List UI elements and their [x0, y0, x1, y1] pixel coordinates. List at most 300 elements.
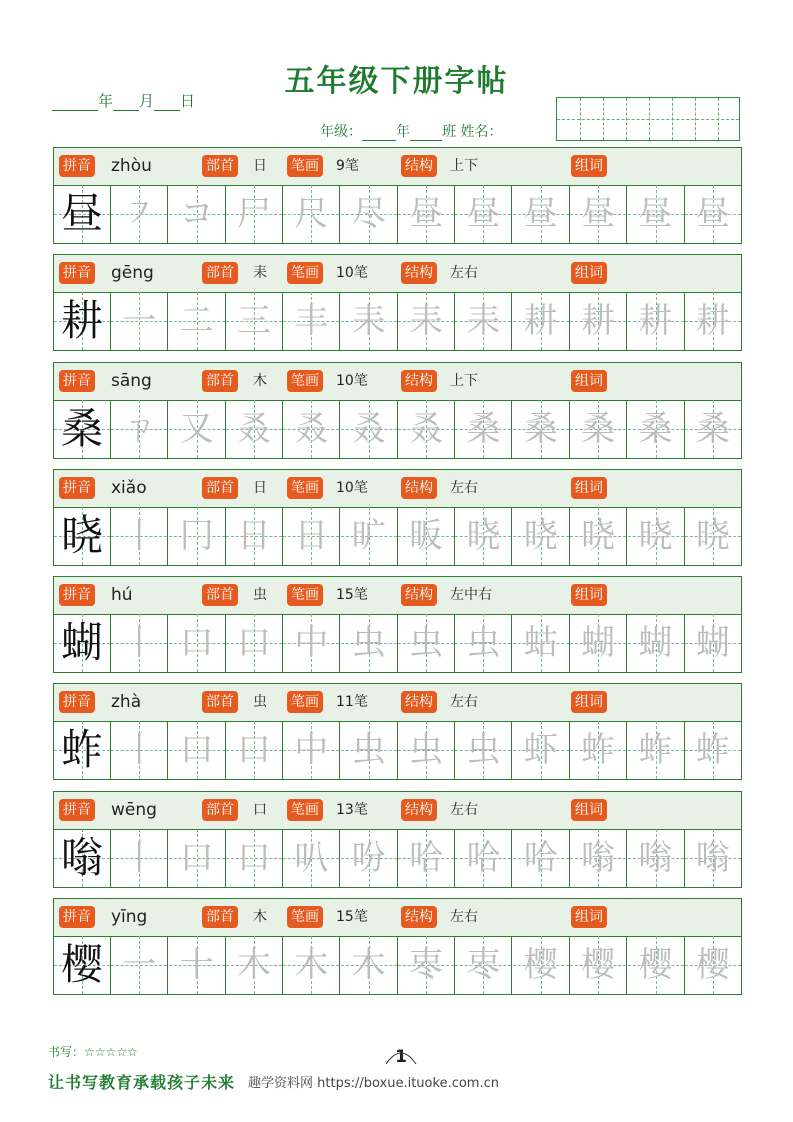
trace-cell[interactable] [685, 614, 741, 672]
radical-value: 虫 [253, 587, 267, 603]
trace-cell[interactable] [398, 292, 455, 350]
grade-year-label: 年 [396, 124, 410, 140]
trace-cell[interactable] [341, 185, 398, 243]
trace-character: 口 [179, 623, 214, 663]
trace-cell[interactable] [628, 507, 685, 565]
trace-character: 晓 [581, 516, 616, 556]
trace-character: 日 [294, 516, 329, 556]
trace-character: 耕 [638, 301, 673, 341]
trace-cell[interactable] [628, 185, 685, 243]
trace-cell[interactable] [513, 507, 570, 565]
trace-cell[interactable] [398, 185, 455, 243]
trace-cell[interactable] [341, 721, 398, 779]
trace-cell[interactable] [398, 721, 455, 779]
trace-character: 耕 [581, 301, 616, 341]
model-character-cell [54, 936, 111, 994]
trace-character: 虫 [409, 623, 444, 663]
character-card [53, 254, 742, 351]
character-card [53, 362, 742, 459]
character-card [53, 791, 742, 888]
name-label: 姓名： [460, 124, 503, 140]
trace-cell[interactable] [398, 936, 455, 994]
trace-character: 昼 [466, 194, 501, 234]
trace-character: 尺 [294, 194, 329, 234]
model-character-cell [54, 829, 111, 887]
model-character: 蝴 [60, 618, 103, 667]
trace-cell[interactable] [226, 400, 283, 458]
trace-character: 嗡 [695, 838, 730, 878]
pinyin-tag: 拼音 [59, 691, 95, 713]
trace-character: 蚱 [638, 730, 673, 770]
structure-value: 左右 [450, 909, 478, 925]
trace-character: 虫 [351, 623, 386, 663]
trace-character: 樱 [581, 945, 616, 985]
trace-cell[interactable] [628, 400, 685, 458]
writing-grid [54, 936, 741, 994]
trace-cell[interactable] [111, 721, 168, 779]
trace-cell[interactable] [685, 936, 741, 994]
trace-character: 嗡 [638, 838, 673, 878]
date-line [52, 90, 195, 111]
structure-tag: 结构 [401, 262, 437, 284]
trace-character: 蝴 [581, 623, 616, 663]
trace-cell[interactable] [283, 507, 340, 565]
trace-cell[interactable] [570, 829, 627, 887]
pinyin-tag: 拼音 [59, 906, 95, 928]
model-character-cell [54, 507, 111, 565]
trace-character: 日 [237, 516, 272, 556]
trace-cell[interactable] [570, 185, 627, 243]
trace-character: 木 [351, 945, 386, 985]
strokes-value: 10笔 [336, 265, 368, 281]
trace-character: 蚱 [581, 730, 616, 770]
trace-character: 冂 [179, 516, 214, 556]
trace-character: 又 [179, 409, 214, 449]
radical-tag: 部首 [202, 155, 238, 177]
trace-character: 叭 [294, 838, 329, 878]
trace-character: 蝴 [638, 623, 673, 663]
card-header [54, 577, 741, 615]
pinyin-value: zhà [111, 692, 142, 712]
radical-tag: 部首 [202, 262, 238, 284]
trace-character: 口 [237, 838, 272, 878]
writing-rating: 书写：☆☆☆☆☆ [48, 1045, 138, 1059]
trace-cell[interactable] [628, 936, 685, 994]
trace-cell[interactable] [455, 614, 512, 672]
structure-tag: 结构 [401, 477, 437, 499]
words-tag: 组词 [571, 370, 607, 392]
trace-cell[interactable] [169, 721, 226, 779]
trace-cell[interactable] [226, 829, 283, 887]
trace-character: 旷 [351, 516, 386, 556]
trace-cell[interactable] [341, 936, 398, 994]
trace-character: 哈 [409, 838, 444, 878]
trace-cell[interactable] [570, 507, 627, 565]
strokes-value: 15笔 [336, 909, 368, 925]
page-number-text: 1 [395, 1047, 407, 1067]
grade-blank[interactable] [362, 126, 396, 141]
trace-character: 晓 [695, 516, 730, 556]
trace-character: 口 [179, 838, 214, 878]
trace-character: 木 [294, 945, 329, 985]
trace-cell[interactable] [111, 936, 168, 994]
strokes-value: 10笔 [336, 480, 368, 496]
trace-character: 耒 [466, 301, 501, 341]
trace-character: コ [179, 194, 214, 234]
trace-character: 樱 [695, 945, 730, 985]
words-tag: 组词 [571, 262, 607, 284]
trace-character: 口 [179, 730, 214, 770]
trace-character: 尽 [351, 194, 386, 234]
trace-cell[interactable] [111, 507, 168, 565]
trace-cell[interactable] [398, 400, 455, 458]
trace-character: 蝴 [695, 623, 730, 663]
model-character: 耕 [60, 296, 103, 345]
trace-character: 桑 [581, 409, 616, 449]
trace-cell[interactable] [455, 829, 512, 887]
trace-cell[interactable] [513, 292, 570, 350]
trace-cell[interactable] [341, 400, 398, 458]
trace-cell[interactable] [570, 936, 627, 994]
trace-cell[interactable] [628, 614, 685, 672]
trace-character: 蚱 [695, 730, 730, 770]
page-number [380, 1040, 422, 1074]
trace-cell[interactable] [283, 614, 340, 672]
trace-cell[interactable] [685, 400, 741, 458]
trace-cell[interactable] [455, 400, 512, 458]
trace-cell[interactable] [685, 185, 741, 243]
trace-cell[interactable] [283, 721, 340, 779]
trace-cell[interactable] [341, 507, 398, 565]
trace-character: 樱 [638, 945, 673, 985]
footer-slogan: 让书写教育承载孩子未来 [48, 1073, 236, 1092]
pinyin-tag: 拼音 [59, 584, 95, 606]
trace-cell[interactable] [226, 721, 283, 779]
month-blank[interactable] [113, 94, 139, 111]
trace-cell[interactable] [169, 614, 226, 672]
footer-site: 趣学资料网 https://boxue.ituoke.com.cn [248, 1076, 499, 1091]
strokes-value: 15笔 [336, 587, 368, 603]
trace-character: 耕 [695, 301, 730, 341]
strokes-tag: 笔画 [287, 799, 323, 821]
pinyin-value: hú [111, 585, 133, 605]
model-character-cell [54, 292, 111, 350]
card-header [54, 792, 741, 830]
radical-value: 木 [253, 909, 267, 925]
strokes-tag: 笔画 [287, 155, 323, 177]
radical-value: 木 [253, 373, 267, 389]
trace-cell[interactable] [226, 614, 283, 672]
trace-character: 丰 [294, 301, 329, 341]
trace-cell[interactable] [455, 936, 512, 994]
model-character: 樱 [60, 940, 103, 989]
trace-cell[interactable] [513, 829, 570, 887]
trace-cell[interactable] [628, 721, 685, 779]
trace-character: 十 [179, 945, 214, 985]
trace-character: 哈 [523, 838, 558, 878]
trace-cell[interactable] [111, 614, 168, 672]
trace-cell[interactable] [226, 507, 283, 565]
trace-character: ㇇ [122, 194, 157, 234]
trace-character: 虫 [466, 730, 501, 770]
trace-cell[interactable] [169, 829, 226, 887]
card-header [54, 899, 741, 937]
strokes-tag: 笔画 [287, 262, 323, 284]
card-header [54, 148, 741, 186]
structure-tag: 结构 [401, 906, 437, 928]
trace-cell[interactable] [570, 400, 627, 458]
pinyin-tag: 拼音 [59, 799, 95, 821]
pinyin-value: wēng [111, 800, 157, 820]
model-character-cell [54, 400, 111, 458]
structure-tag: 结构 [401, 584, 437, 606]
trace-cell[interactable] [570, 614, 627, 672]
trace-cell[interactable] [169, 400, 226, 458]
pinyin-tag: 拼音 [59, 262, 95, 284]
character-card [53, 576, 742, 673]
trace-character: 昼 [523, 194, 558, 234]
trace-character: 桑 [638, 409, 673, 449]
model-character: 桑 [60, 404, 103, 453]
trace-cell[interactable] [513, 185, 570, 243]
strokes-tag: 笔画 [287, 584, 323, 606]
grade-label: 年级： [320, 124, 362, 140]
trace-cell[interactable] [685, 507, 741, 565]
pinyin-tag: 拼音 [59, 155, 95, 177]
trace-cell[interactable] [169, 185, 226, 243]
trace-character: 虫 [351, 730, 386, 770]
radical-value: 日 [253, 158, 267, 174]
trace-cell[interactable] [283, 829, 340, 887]
structure-value: 上下 [450, 373, 478, 389]
day-blank[interactable] [154, 94, 180, 111]
trace-character: 丨 [122, 516, 157, 556]
card-header [54, 470, 741, 508]
radical-tag: 部首 [202, 691, 238, 713]
name-writing-grid[interactable] [556, 97, 740, 141]
trace-cell[interactable] [111, 400, 168, 458]
writing-grid [54, 400, 741, 458]
trace-cell[interactable] [513, 721, 570, 779]
trace-character: 昄 [409, 516, 444, 556]
model-character-cell [54, 614, 111, 672]
character-card [53, 469, 742, 566]
writing-grid [54, 614, 741, 672]
trace-character: 昼 [409, 194, 444, 234]
structure-value: 左右 [450, 802, 478, 818]
trace-character: 丨 [122, 623, 157, 663]
words-tag: 组词 [571, 691, 607, 713]
words-tag: 组词 [571, 906, 607, 928]
trace-cell[interactable] [455, 292, 512, 350]
trace-cell[interactable] [455, 721, 512, 779]
trace-character: 木 [237, 945, 272, 985]
trace-cell[interactable] [570, 292, 627, 350]
trace-cell[interactable] [341, 829, 398, 887]
year-blank[interactable] [52, 94, 98, 111]
trace-character: 晓 [466, 516, 501, 556]
trace-cell[interactable] [685, 292, 741, 350]
trace-character: 口 [237, 623, 272, 663]
radical-tag: 部首 [202, 906, 238, 928]
trace-character: 樱 [523, 945, 558, 985]
trace-cell[interactable] [398, 829, 455, 887]
pinyin-value: xiǎo [111, 478, 147, 498]
trace-character: 蛄 [523, 623, 558, 663]
writing-grid [54, 507, 741, 565]
radical-tag: 部首 [202, 477, 238, 499]
radical-tag: 部首 [202, 370, 238, 392]
page-title: 五年级下册字帖 [284, 64, 509, 99]
radical-value: 日 [253, 480, 267, 496]
structure-value: 上下 [450, 158, 478, 174]
radical-value: 虫 [253, 694, 267, 710]
trace-cell[interactable] [283, 185, 340, 243]
trace-cell[interactable] [226, 185, 283, 243]
trace-cell[interactable] [226, 936, 283, 994]
page-number-arc-icon [380, 1040, 422, 1074]
trace-cell[interactable] [341, 614, 398, 672]
trace-cell[interactable] [169, 936, 226, 994]
trace-cell[interactable] [513, 936, 570, 994]
trace-character: 虫 [466, 623, 501, 663]
trace-character: 虾 [523, 730, 558, 770]
pinyin-value: gēng [111, 263, 154, 283]
structure-tag: 结构 [401, 691, 437, 713]
strokes-tag: 笔画 [287, 477, 323, 499]
trace-character: 耕 [523, 301, 558, 341]
words-tag: 组词 [571, 155, 607, 177]
writing-grid [54, 292, 741, 350]
words-tag: 组词 [571, 477, 607, 499]
year-label: 年 [98, 92, 114, 110]
trace-character: ㄗ [122, 409, 157, 449]
trace-character: 栆 [466, 945, 501, 985]
strokes-tag: 笔画 [287, 691, 323, 713]
trace-character: 桑 [523, 409, 558, 449]
trace-character: 昼 [638, 194, 673, 234]
card-header [54, 255, 741, 293]
trace-character: 吩 [351, 838, 386, 878]
character-card [53, 683, 742, 780]
trace-cell[interactable] [283, 292, 340, 350]
trace-character: 丨 [122, 730, 157, 770]
model-character-cell [54, 185, 111, 243]
day-label: 日 [180, 92, 196, 110]
trace-character: 中 [294, 730, 329, 770]
trace-cell[interactable] [455, 507, 512, 565]
trace-cell[interactable] [169, 292, 226, 350]
structure-tag: 结构 [401, 155, 437, 177]
trace-character: 昼 [695, 194, 730, 234]
trace-cell[interactable] [513, 400, 570, 458]
trace-character: 耒 [409, 301, 444, 341]
trace-character: 桑 [466, 409, 501, 449]
writing-grid [54, 721, 741, 779]
trace-cell[interactable] [628, 829, 685, 887]
trace-character: 哈 [466, 838, 501, 878]
character-card [53, 147, 742, 244]
words-tag: 组词 [571, 584, 607, 606]
trace-character: 中 [294, 623, 329, 663]
strokes-tag: 笔画 [287, 370, 323, 392]
trace-cell[interactable] [685, 721, 741, 779]
trace-cell[interactable] [398, 507, 455, 565]
trace-character: 昼 [581, 194, 616, 234]
pinyin-tag: 拼音 [59, 477, 95, 499]
trace-character: 丨 [122, 838, 157, 878]
trace-character: 栆 [409, 945, 444, 985]
card-header [54, 363, 741, 401]
card-header [54, 684, 741, 722]
trace-character: 叒 [351, 409, 386, 449]
strokes-value: 9笔 [336, 158, 359, 174]
trace-cell[interactable] [398, 614, 455, 672]
words-tag: 组词 [571, 799, 607, 821]
radical-tag: 部首 [202, 584, 238, 606]
radical-value: 耒 [253, 265, 267, 281]
trace-cell[interactable] [283, 936, 340, 994]
trace-cell[interactable] [685, 829, 741, 887]
trace-cell[interactable] [513, 614, 570, 672]
trace-character: 虫 [409, 730, 444, 770]
trace-cell[interactable] [628, 292, 685, 350]
trace-character: 叒 [409, 409, 444, 449]
trace-character: 二 [179, 301, 214, 341]
trace-cell[interactable] [283, 400, 340, 458]
model-character: 晓 [60, 511, 103, 560]
structure-tag: 结构 [401, 370, 437, 392]
structure-value: 左中右 [450, 587, 492, 603]
strokes-value: 13笔 [336, 802, 368, 818]
trace-character: 三 [237, 301, 272, 341]
model-character: 昼 [60, 189, 103, 238]
structure-tag: 结构 [401, 799, 437, 821]
trace-character: 晓 [638, 516, 673, 556]
pinyin-value: yīng [111, 907, 148, 927]
trace-character: 一 [122, 945, 157, 985]
model-character: 蚱 [60, 725, 103, 774]
strokes-value: 11笔 [336, 694, 368, 710]
strokes-tag: 笔画 [287, 906, 323, 928]
trace-character: 嗡 [581, 838, 616, 878]
writing-grid [54, 185, 741, 243]
structure-value: 左右 [450, 480, 478, 496]
structure-value: 左右 [450, 265, 478, 281]
trace-character: 叒 [294, 409, 329, 449]
trace-cell[interactable] [226, 292, 283, 350]
trace-cell[interactable] [455, 185, 512, 243]
pinyin-value: sāng [111, 371, 152, 391]
trace-cell[interactable] [111, 829, 168, 887]
trace-character: 晓 [523, 516, 558, 556]
character-card [53, 898, 742, 995]
trace-character: 尸 [237, 194, 272, 234]
trace-character: 口 [237, 730, 272, 770]
class-info-line [320, 121, 502, 141]
trace-cell[interactable] [570, 721, 627, 779]
month-label: 月 [139, 92, 155, 110]
trace-cell[interactable] [111, 292, 168, 350]
trace-cell[interactable] [111, 185, 168, 243]
trace-cell[interactable] [169, 507, 226, 565]
class-blank[interactable] [410, 126, 442, 141]
model-character: 嗡 [60, 833, 103, 882]
trace-character: 一 [122, 301, 157, 341]
trace-character: 耒 [351, 301, 386, 341]
structure-value: 左右 [450, 694, 478, 710]
trace-cell[interactable] [341, 292, 398, 350]
